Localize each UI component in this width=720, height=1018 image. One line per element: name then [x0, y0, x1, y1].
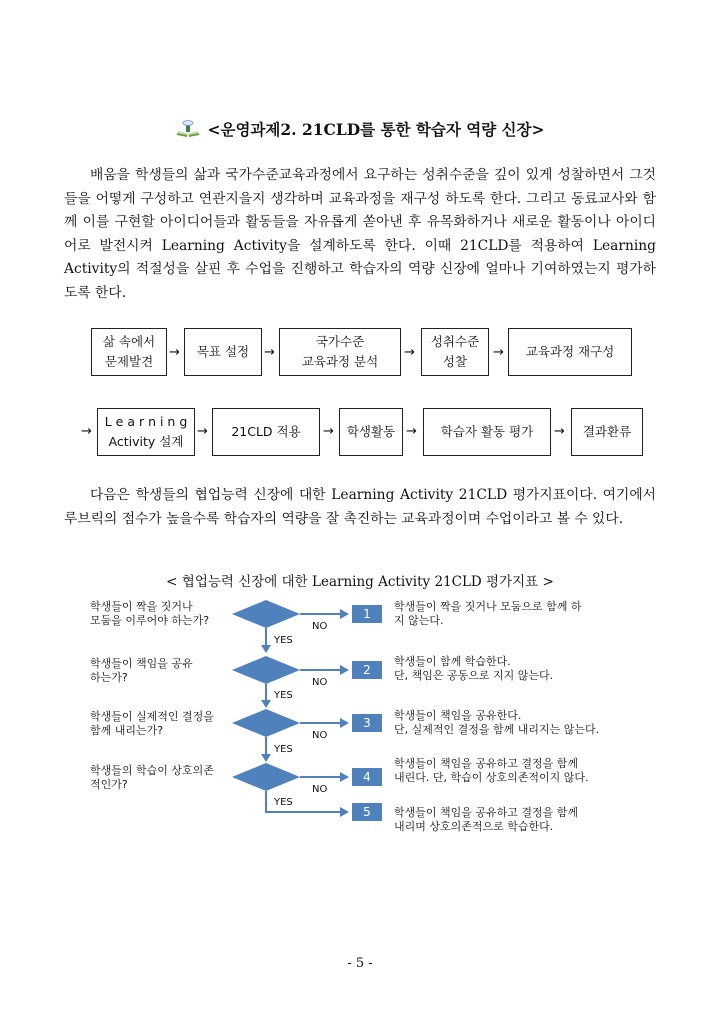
yes-label: YES	[274, 690, 293, 701]
intro-paragraph: 배움을 학생들의 삶과 국가수준교육과정에서 요구하는 성취수준을 깊이 있게 성찰하면서 그것들을 어떻게 구성하고 연관지을지 생각하며 교육과정을 재구성 하도록 한다. 그리고 동료교사와 함께 이를 구현할 아이디어들과 활동들을 자유롭게 쏟아낸 후 유목화하거나 새로운 활동이나 아이디어로 발전시켜 Learning Activity을 설계하도록 한다. 이때 21CLD를 적용하여 Learning Activity의 적절성을 살핀 후 수업을 진행하고 학습자의 역량 신장에 얼마나 기여하였는지 평가하도록 한다.	[64, 167, 656, 301]
level-line2: 내리며 상호의존적으로 학습한다.	[394, 820, 554, 833]
level-line1: 학생들이 책임을 공유하고 결정을 함께	[394, 806, 579, 819]
level-line1: 학생들이 책임을 공유하고 결정을 함께	[394, 757, 579, 770]
step-line2: 문제발견	[104, 354, 154, 369]
level-line1: 학생들이 책임을 공유한다.	[394, 709, 522, 722]
question-line2: 모둠을 이루어야 하는가?	[90, 614, 210, 627]
level-badge-1: 1	[352, 605, 382, 623]
rubric-question-3	[90, 710, 260, 738]
flow-arrow: →	[81, 424, 92, 439]
step-line1: 학습자 활동 평가	[440, 424, 534, 439]
step-line2: Activity 설계	[108, 434, 184, 449]
flow-arrow: →	[554, 424, 565, 439]
level-description-3	[394, 709, 634, 737]
question-line2: 하는가?	[90, 671, 128, 684]
level-line2: 단, 책임은 공동으로 지지 않는다.	[394, 669, 554, 682]
flow-arrow: →	[404, 345, 415, 360]
yes-label: YES	[274, 744, 293, 755]
level-description-2	[394, 655, 634, 683]
question-line1: 학생들의 학습이 상호의존	[90, 764, 214, 777]
question-line2: 적인가?	[90, 778, 128, 791]
step-line2: 성찰	[442, 354, 468, 369]
flow-arrow: →	[197, 424, 208, 439]
yes-label: YES	[274, 635, 293, 646]
flow-arrow: →	[406, 424, 417, 439]
step-line1: L e a r n i n g	[104, 414, 188, 429]
level-badge-5: 5	[352, 803, 382, 821]
level-badge-4: 4	[352, 768, 382, 786]
no-label: NO	[312, 621, 328, 632]
step-line1: 국가수준	[315, 334, 365, 349]
flow-arrow: →	[264, 345, 275, 360]
step-line1: 결과환류	[582, 424, 632, 439]
yes-label: YES	[274, 797, 293, 808]
no-label: NO	[312, 730, 328, 741]
heading-text: <운영과제2. 21CLD를 통한 학습자 역량 신장>	[207, 120, 545, 139]
level-badge-2: 2	[352, 661, 382, 679]
step-line1: 교육과정 재구성	[525, 344, 615, 359]
question-line1: 학생들이 책임을 공유	[90, 657, 193, 670]
level-line2: 내린다. 단, 학습이 상호의존적이지 않다.	[394, 771, 589, 784]
level-line2: 지 않는다.	[394, 614, 444, 627]
question-line1: 학생들이 짝을 짓거나	[90, 600, 193, 613]
step-line1: 목표 설정	[196, 344, 250, 359]
rubric-question-2	[90, 657, 260, 685]
rubric-question-1	[90, 600, 260, 628]
level-description-4	[394, 757, 634, 785]
flow-arrow: →	[169, 345, 180, 360]
level-description-5	[394, 806, 634, 834]
step-line1: 21CLD 적용	[231, 424, 301, 439]
no-label: NO	[312, 677, 328, 688]
level-line2: 단, 실제적인 결정을 함께 내리지는 않는다.	[394, 723, 600, 736]
level-line1: 학생들이 함께 학습한다.	[394, 655, 511, 668]
level-description-1	[394, 600, 634, 628]
question-line1: 학생들이 실제적인 결정을	[90, 710, 214, 723]
page-number: - 5 -	[347, 956, 373, 971]
rubric-title: < 협업능력 신장에 대한 Learning Activity 21CLD 평가지표 >	[166, 574, 554, 590]
question-line2: 함께 내리는가?	[90, 724, 164, 737]
level-line1: 학생들이 짝을 짓거나 모둠으로 함께 하	[394, 600, 582, 613]
rubric-question-4	[90, 764, 260, 792]
flow-arrow: →	[323, 424, 334, 439]
rubric-intro-paragraph: 다음은 학생들의 협업능력 신장에 대한 Learning Activity 21CLD 평가지표이다. 여기에서 루브릭의 점수가 높을수록 학습자의 역량을 잘 촉진하는 교육과정이며 수업이라고 볼 수 있다.	[64, 487, 656, 527]
step-line1: 학생활동	[346, 424, 396, 439]
level-badge-3: 3	[352, 714, 382, 732]
step-line1: 성취수준	[430, 334, 480, 349]
step-line2: 교육과정 분석	[301, 354, 379, 369]
flow-arrow: →	[493, 345, 504, 360]
no-label: NO	[312, 784, 328, 795]
step-line1: 삶 속에서	[102, 334, 156, 349]
